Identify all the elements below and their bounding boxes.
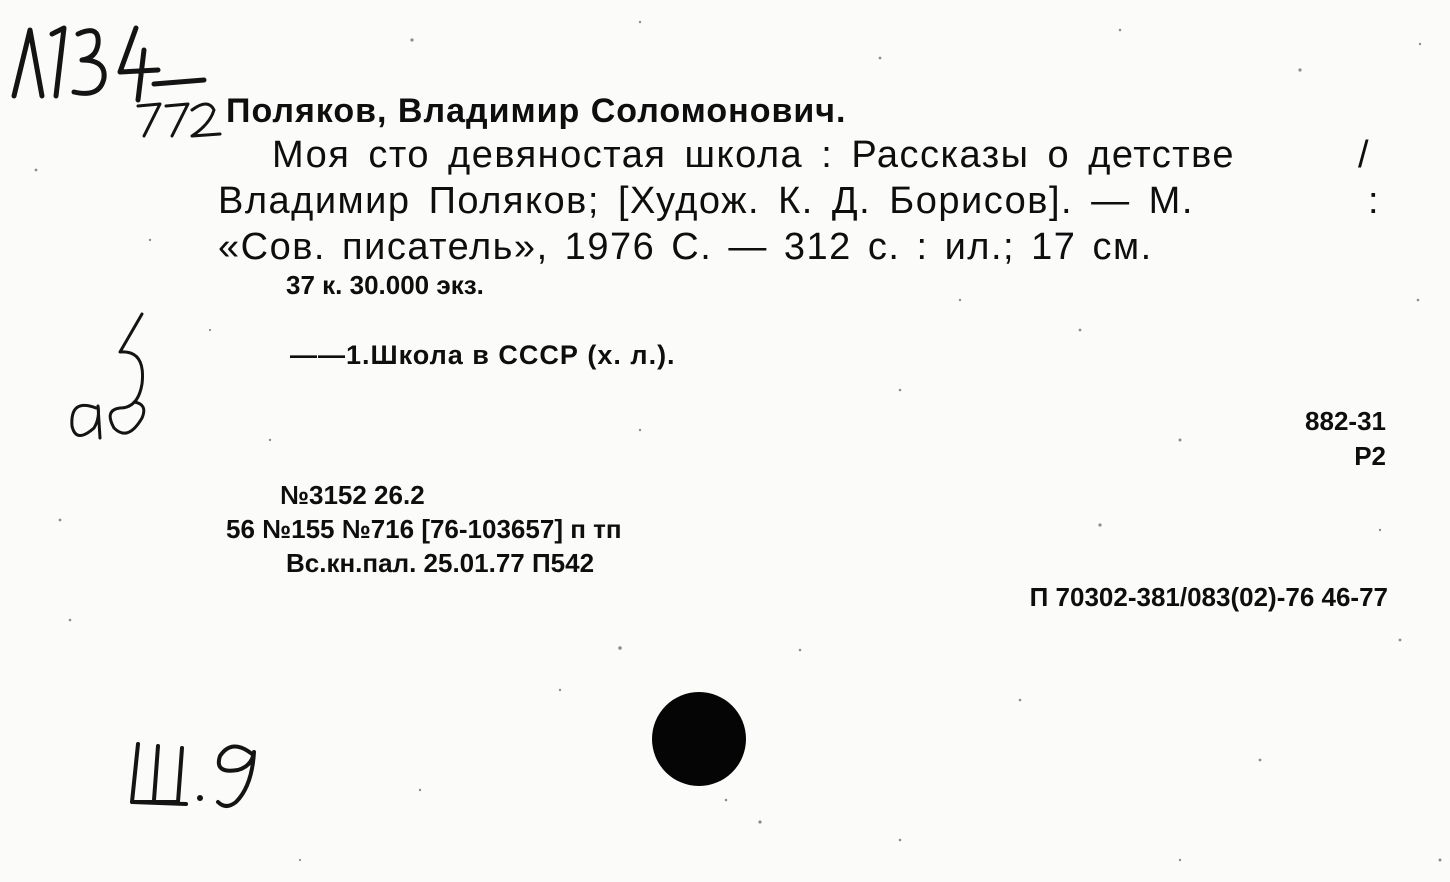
registration-line-2: 56 №155 №716 [76-103657] п тп <box>226 514 622 544</box>
title-line-3: «Сов. писатель», 1976 С. — 312 с. : ил.; 17 см. <box>218 226 1153 268</box>
handwritten-margin-mark <box>60 310 160 450</box>
registration-line-1: №3152 26.2 <box>280 480 425 510</box>
classification-code: 882-31 <box>1305 406 1386 436</box>
registration-line-3: Вс.кн.пал. 25.01.77 П542 <box>286 548 595 578</box>
publisher-index: П 70302-381/083(02)-76 46-77 <box>1029 582 1388 612</box>
handwritten-shelf-mark <box>124 736 284 812</box>
price-and-print-run: 37 к. 30.000 экз. <box>286 270 484 300</box>
title-line-2-end: : <box>1368 180 1381 222</box>
title-line-1-end: / <box>1358 134 1371 176</box>
subject-heading: ——1.Школа в СССР (х. л.). <box>290 340 676 370</box>
title-line-2: Владимир Поляков; [Худож. К. Д. Борисов]. — М. <box>218 180 1194 222</box>
punch-hole <box>652 692 746 786</box>
author-heading: Поляков, Владимир Соломонович. <box>226 92 847 130</box>
handwritten-author-mark <box>132 96 224 140</box>
title-line-1: Моя сто девяностая школа : Рассказы о детстве <box>272 134 1236 176</box>
classification-mark: Р2 <box>1354 441 1386 471</box>
